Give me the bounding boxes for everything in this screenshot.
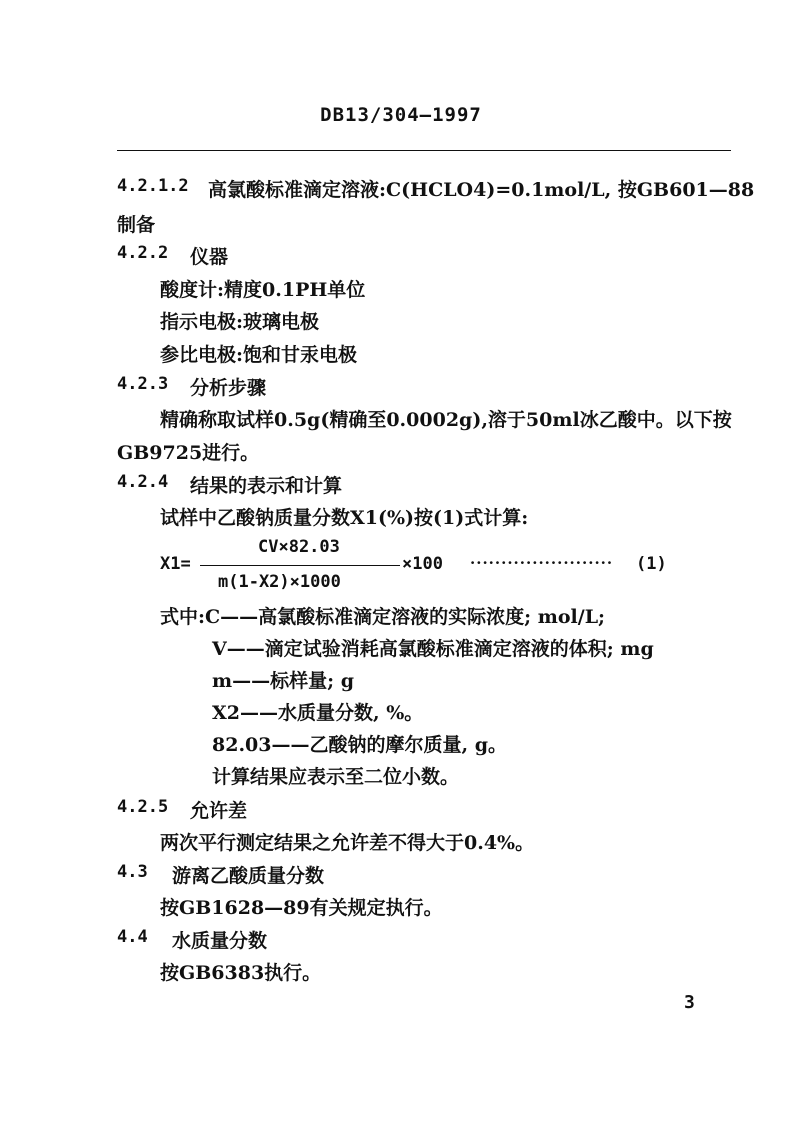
document-code-header: DB13/304—1997	[320, 104, 482, 126]
section-title-results: 结果的表示和计算	[190, 475, 343, 497]
page-number: 3	[684, 992, 695, 1013]
where-molar-mass-definition: 82.03——乙酸钠的摩尔质量, g。	[212, 734, 508, 756]
instrument-ph-meter: 酸度计:精度0.1PH单位	[160, 279, 366, 301]
reagent-line-continued: 制备	[117, 214, 156, 236]
instrument-indicator-electrode: 指示电极:玻璃电极	[160, 311, 320, 333]
analysis-step-text-continued: GB9725进行。	[117, 442, 260, 464]
formula-equation-number: (1)	[636, 554, 667, 574]
where-v-definition: V——滴定试验消耗高氯酸标准滴定溶液的体积; mg	[212, 638, 654, 660]
instrument-reference-electrode: 参比电极:饱和甘汞电极	[160, 344, 358, 366]
section-number-4-2-1-2: 4.2.1.2	[117, 176, 189, 196]
tolerance-text: 两次平行测定结果之允许差不得大于0.4%。	[160, 832, 535, 854]
section-title-analysis-steps: 分析步骤	[190, 377, 267, 399]
calculation-intro: 试样中乙酸钠质量分数X1(%)按(1)式计算:	[160, 507, 529, 529]
formula-lhs: X1=	[160, 554, 191, 574]
water-content-method: 按GB6383执行。	[160, 962, 322, 984]
formula-fraction-bar	[200, 565, 400, 566]
section-number-4-2-4: 4.2.4	[117, 472, 169, 492]
section-number-4-2-5: 4.2.5	[117, 797, 169, 817]
formula-leader-dots: ·······················	[470, 554, 614, 572]
free-acetic-acid-method: 按GB1628—89有关规定执行。	[160, 897, 443, 919]
rounding-note: 计算结果应表示至二位小数。	[212, 766, 460, 788]
header-rule	[117, 150, 731, 151]
section-title-water-content: 水质量分数	[172, 930, 268, 952]
formula-denominator: m(1-X2)×1000	[218, 572, 341, 592]
section-title-instruments: 仪器	[190, 246, 229, 268]
section-number-4-2-2: 4.2.2	[117, 243, 169, 263]
where-x2-definition: X2——水质量分数, %。	[212, 702, 424, 724]
formula-numerator: CV×82.03	[258, 537, 340, 557]
formula-multiplier: ×100	[402, 554, 443, 574]
where-m-definition: m——标样量; g	[212, 670, 355, 692]
analysis-step-text: 精确称取试样0.5g(精确至0.0002g),溶于50ml冰乙酸中。以下按	[160, 409, 732, 431]
section-number-4-2-3: 4.2.3	[117, 374, 169, 394]
section-title-tolerance: 允许差	[190, 800, 248, 822]
section-number-4-3: 4.3	[117, 862, 148, 882]
reagent-line: 高氯酸标准滴定溶液:C(HCLO4)=0.1mol/L, 按GB601—88	[208, 179, 755, 201]
section-number-4-4: 4.4	[117, 927, 148, 947]
where-c-definition: 式中:C——高氯酸标准滴定溶液的实际浓度; mol/L;	[160, 606, 606, 628]
section-title-free-acetic-acid: 游离乙酸质量分数	[172, 865, 325, 887]
